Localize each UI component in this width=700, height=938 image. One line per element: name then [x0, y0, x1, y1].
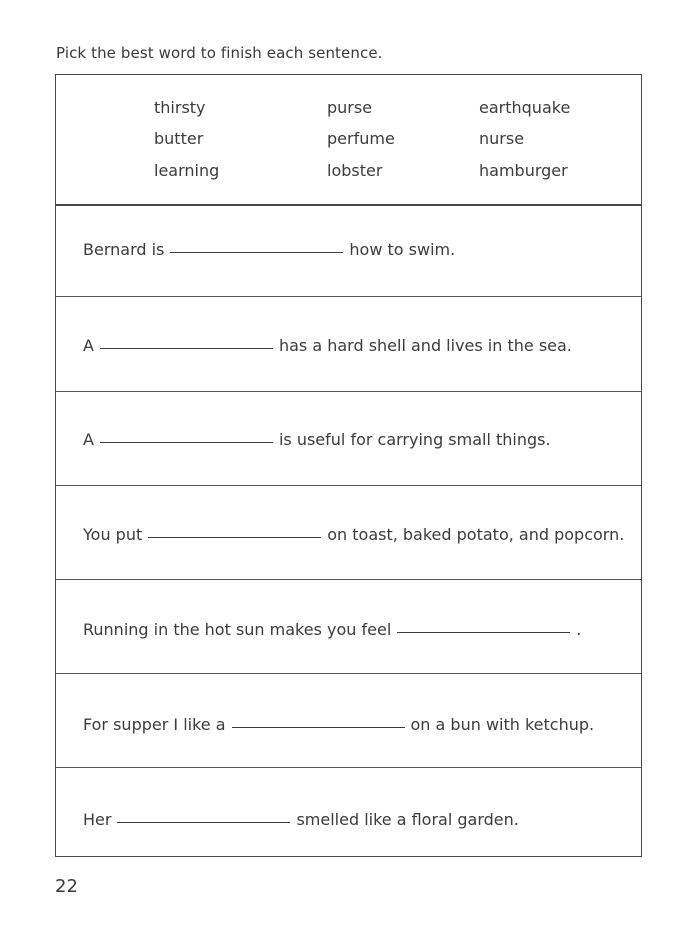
word-bank-item: nurse [479, 129, 525, 148]
sentence-row [56, 674, 641, 768]
sentence-row [56, 486, 641, 580]
sentence-row [56, 392, 641, 486]
answer-blank[interactable] [148, 536, 321, 538]
sentence-row [56, 204, 641, 297]
word-bank-item: purse [327, 98, 373, 117]
answer-blank[interactable] [232, 726, 405, 728]
sentence [83, 430, 551, 449]
sentence-end: has a hard shell and lives in the sea. [278, 336, 572, 355]
word-bank-item: perfume [327, 129, 395, 148]
sentence-end: how to swim. [349, 240, 456, 259]
word-bank-item: earthquake [479, 98, 571, 117]
sentence [83, 336, 572, 355]
sentence-end: is useful for carrying small things. [278, 430, 551, 449]
word-bank-item: hamburger [479, 161, 568, 180]
sentence-start: A [83, 336, 94, 355]
sentence-start: Running in the hot sun makes you feel [83, 620, 392, 639]
sentence [83, 620, 581, 639]
sentence-end: . [576, 620, 582, 639]
sentence-start: A [83, 430, 94, 449]
word-bank-item: butter [154, 129, 204, 148]
sentence-row [56, 768, 641, 856]
sentence-start: You put [83, 525, 143, 544]
sentence-start: Bernard is [83, 240, 165, 259]
worksheet-box [55, 74, 642, 857]
sentence [83, 810, 519, 829]
sentence-end: on a bun with ketchup. [410, 715, 595, 734]
sentence-end: smelled like a floral garden. [296, 810, 519, 829]
word-bank-item: learning [154, 161, 220, 180]
word-bank-item: lobster [327, 161, 383, 180]
sentence-end: on toast, baked potato, and popcorn. [327, 525, 625, 544]
answer-blank[interactable] [100, 347, 273, 349]
answer-blank[interactable] [100, 441, 273, 443]
instructions: Pick the best word to finish each sentence. [56, 44, 383, 62]
page-number: 22 [55, 876, 78, 897]
sentence [83, 525, 624, 544]
sentence-row [56, 580, 641, 674]
sentence-row [56, 297, 641, 392]
sentence [83, 715, 594, 734]
word-bank-item: thirsty [154, 98, 206, 117]
sentence-start: For supper I like a [83, 715, 226, 734]
answer-blank[interactable] [117, 821, 290, 823]
sentence-start: Her [83, 810, 112, 829]
answer-blank[interactable] [397, 631, 570, 633]
answer-blank[interactable] [170, 251, 343, 253]
sentence [83, 240, 455, 259]
word-bank [56, 75, 641, 206]
